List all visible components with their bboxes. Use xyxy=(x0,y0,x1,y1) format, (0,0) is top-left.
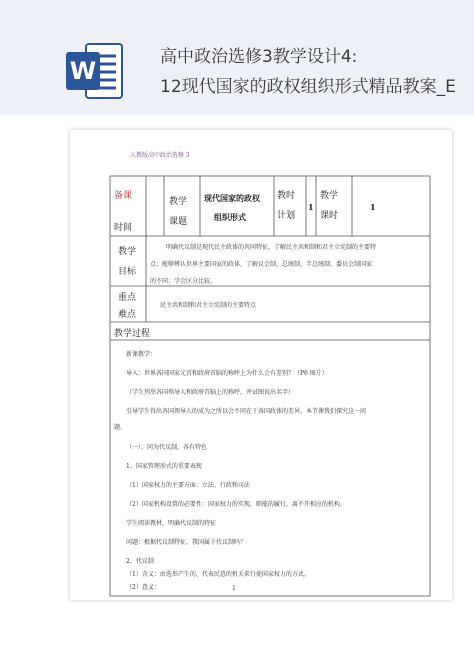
mubiao-text-line-2: 点；能够辨认世界主要国家的政体，了解议会制、总统制、半总统制、委员会制国家 xyxy=(150,261,373,268)
mubiao-text-line-3: 的不同；学会区分比较。 xyxy=(150,278,217,285)
page-header: 人教版高中政治选修 3 xyxy=(130,152,190,159)
guocheng-label: 教学过程 xyxy=(114,329,151,339)
keti-label-1: 教学 xyxy=(169,197,188,207)
body-line: 学生阅读教材，明确代议制的特征 xyxy=(126,520,217,527)
body-line: 问题：根据代议制特征，我国属于代议制吗？ xyxy=(126,539,247,546)
body-line: 题。 xyxy=(114,424,127,431)
keshi-value: 1 xyxy=(370,202,376,212)
shijian-label: 时间 xyxy=(114,223,133,233)
body-line: （2）意义： xyxy=(126,584,160,591)
document-title-line-2: 12现代国家的政权组织形式精品教案_Е xyxy=(160,77,456,97)
body-line: （1）含义：由选举产生的、代表民意的机关来行使国家权力的方式。 xyxy=(126,571,310,578)
keshi-label-2: 课时 xyxy=(320,211,339,221)
word-document-icon xyxy=(64,40,126,102)
document-page xyxy=(70,130,452,600)
zhongdian-label-2: 难点 xyxy=(118,310,137,320)
beike-label: 备课 xyxy=(114,191,133,201)
topic-title-1: 现代国家的政权 xyxy=(204,193,260,203)
body-line: （2）国家机构设置的必要性：国家权力的实现，职能的履行，离不开相应的机构。 xyxy=(126,501,346,508)
body-line: 2、代议制 xyxy=(126,558,154,565)
mubiao-label-1: 教学 xyxy=(118,247,137,257)
document-title-line-1: 高中政治选修3教学设计4: xyxy=(160,47,358,67)
body-line: （学生列举各国领导人和政府首脑上的称呼，并试图说出名字） xyxy=(126,389,295,396)
body-line: 引导学生得出各国领导人的成为之所以会不同在于各国政体的差异。本节课我们探究这一问 xyxy=(126,408,367,415)
jiaoshi-label-1: 教时 xyxy=(277,191,296,201)
jiaoshi-label-2: 计划 xyxy=(277,211,296,221)
topic-title-2: 组织形式 xyxy=(214,212,246,222)
body-line: （1）国家权力的主要方面：立法、行政和司法 xyxy=(126,482,250,489)
title-banner xyxy=(0,0,474,115)
zhongdian-text: 民主共和制和君主立宪制的主要特点 xyxy=(160,302,257,309)
body-line: 新课教学： xyxy=(126,351,157,358)
mubiao-label-2: 目标 xyxy=(118,267,137,277)
svg-text:W: W xyxy=(69,57,97,85)
keshi-label-1: 教学 xyxy=(320,191,339,201)
zhongdian-label-1: 重点 xyxy=(118,293,137,303)
mubiao-text-line-1: 明确代议制是现代民主政体的共同特征，了解民主共和制和君主立宪制的主要特 xyxy=(166,244,377,251)
page-number: 1 xyxy=(232,585,236,592)
body-line: （一）、同为代议制，各有特色 xyxy=(126,444,208,451)
jiaoshi-value: 1 xyxy=(308,202,314,212)
keti-label-2: 课题 xyxy=(169,217,188,227)
body-line: 1、国家管理形式的重要表现 xyxy=(126,463,202,470)
body-line: 导入：世界各国国家元首和政府首脑的称呼上为什么会有差别？（P6 图片） xyxy=(126,370,328,377)
